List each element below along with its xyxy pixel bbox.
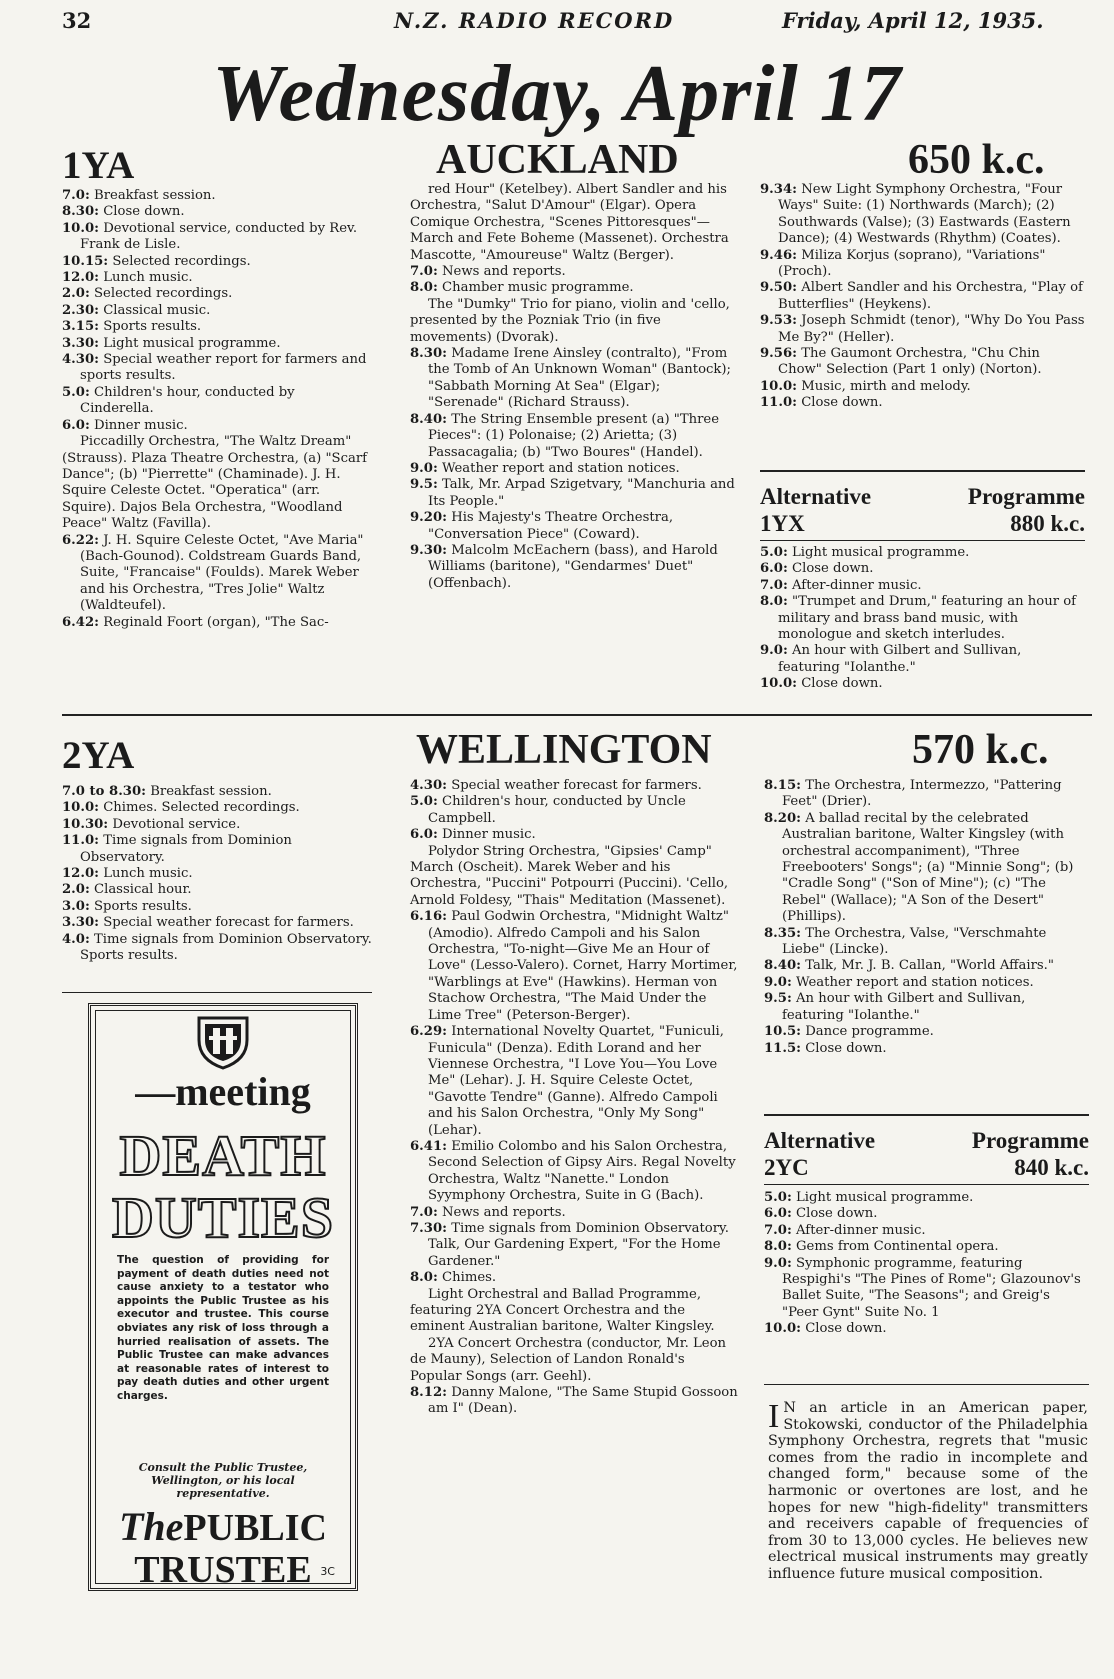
schedule-time: 9.0:: [764, 1255, 792, 1271]
alt-box-underline-2yc: [764, 1184, 1089, 1185]
wellington-col-3: [764, 778, 1089, 1057]
schedule-time: 10.30:: [62, 816, 109, 832]
schedule-text: Albert Sandler and his Orchestra, "Play of Butterflies" (Heykens).: [778, 280, 1083, 312]
schedule-text: Reginald Foort (organ), "The Sac-: [103, 614, 329, 630]
schedule-time: 6.41:: [410, 1138, 447, 1154]
schedule-entry: [410, 794, 740, 827]
schedule-text: Special weather report for farmers and sports results.: [80, 352, 367, 384]
article-rule: [764, 1384, 1089, 1385]
schedule-text: Close down.: [792, 561, 874, 577]
auckland-col-1: [62, 188, 372, 631]
page-number: 32: [62, 8, 92, 33]
schedule-time: 9.56:: [760, 346, 797, 362]
schedule-text: Close down.: [805, 1321, 887, 1337]
schedule-text: Talk, Mr. J. B. Callan, "World Affairs.": [805, 958, 1054, 974]
schedule-entry: [62, 833, 372, 866]
schedule-time: 8.35:: [764, 925, 801, 941]
schedule-entry: [760, 182, 1085, 248]
schedule-time: 11.0:: [62, 833, 99, 849]
schedule-entry: [62, 418, 372, 434]
schedule-time: 3.30:: [62, 915, 99, 931]
schedule-entry: [764, 778, 1089, 811]
schedule-time: 8.0:: [410, 1270, 438, 1286]
schedule-entry: [410, 1205, 740, 1221]
schedule-text: Children's hour, conducted by Uncle Campbell.: [428, 794, 686, 826]
schedule-time: 6.0:: [760, 561, 788, 577]
schedule-entry: [760, 395, 1085, 411]
auckland-col-2: [410, 182, 740, 592]
schedule-entry: [62, 932, 372, 965]
schedule-time: 9.30:: [410, 542, 447, 558]
schedule-entry: [62, 352, 372, 385]
schedule-time: 10.0:: [760, 378, 797, 394]
schedule-time: 9.0:: [764, 974, 792, 990]
schedule-text: Close down.: [103, 204, 185, 220]
schedule-time: 4.0:: [62, 931, 90, 947]
schedule-text: Talk, Mr. Arpad Szigetvary, "Manchuria and Its People.": [428, 477, 735, 509]
schedule-time: 3.30:: [62, 335, 99, 351]
schedule-time: 9.34:: [760, 182, 797, 197]
schedule-entry: [62, 270, 372, 286]
alt-box-underline-1yx: [760, 540, 1085, 541]
schedule-text: Gems from Continental opera.: [796, 1239, 999, 1255]
schedule-entry: [62, 204, 372, 220]
schedule-time: 9.5:: [410, 477, 438, 493]
schedule-text: Special weather forecast for farmers.: [103, 915, 354, 931]
public-trustee-ad: [88, 1003, 358, 1591]
alt-label-1yx: Alternative: [760, 484, 872, 509]
station-call-1ya: 1YA: [62, 144, 135, 187]
alt-label2-2yc: Programme: [971, 1128, 1089, 1153]
station-freq-1ya: 650 k.c.: [908, 137, 1045, 183]
schedule-text: After-dinner music.: [792, 577, 922, 593]
station-city-wellington: WELLINGTON: [416, 727, 712, 773]
schedule-time: 10.5:: [764, 1024, 801, 1040]
schedule-text: Miliza Korjus (soprano), "Variations" (Proch).: [778, 247, 1046, 280]
schedule-entry: [410, 543, 740, 592]
schedule-time: 2.0:: [62, 882, 90, 898]
schedule-entry: [760, 561, 1085, 577]
schedule-entry: [62, 784, 372, 800]
schedule-text: Light musical programme.: [796, 1190, 974, 1205]
schedule-entry: [410, 844, 740, 910]
alt-freq-2yc: 840 k.c.: [1014, 1155, 1089, 1180]
schedule-text: Sports results.: [103, 319, 202, 335]
schedule-time: 10.0:: [760, 676, 797, 692]
ad-brand-the: The: [118, 1504, 184, 1549]
ad-body-text: The question of providing for payment of death duties need not cause anxiety to a testator who appoints the Public Trustee as his executor and trustee. This course obviates any risk of loss through a hurried realisation of assets. The Public Trustee can make advances at reasonable rates of interest to pay death duties and other urgent charges.: [117, 1254, 329, 1402]
stokowski-article: [768, 1400, 1088, 1583]
schedule-time: 11.5:: [764, 1040, 801, 1056]
ad-brand: [91, 1506, 355, 1591]
schedule-text: Special weather forecast for farmers.: [451, 778, 702, 793]
schedule-entry: [410, 1385, 740, 1418]
schedule-time: 3.0:: [62, 898, 90, 914]
schedule-entry: [62, 533, 372, 615]
schedule-text: Time signals from Dominion Observatory.: [80, 833, 292, 865]
schedule-text: Malcolm McEachern (bass), and Harold Williams (baritone), "Gendarmes' Duet" (Offenbach).: [428, 542, 718, 591]
schedule-text: Danny Malone, "The Same Stupid Gossoon am I" (Dean).: [428, 1385, 738, 1417]
masthead: N.Z. RADIO RECORD: [394, 8, 675, 33]
schedule-text: Time signals from Dominion Observatory. Talk, Our Gardening Expert, "For the Home Gardener.": [428, 1220, 729, 1269]
schedule-time: 8.20:: [764, 810, 801, 826]
schedule-time: 4.30:: [62, 352, 99, 368]
schedule-time: 9.50:: [760, 280, 797, 296]
schedule-entry: [410, 297, 740, 346]
schedule-time: 8.40:: [410, 411, 447, 427]
schedule-entry: [410, 1336, 740, 1385]
schedule-text: Madame Irene Ainsley (contralto), "From the Tomb of An Unknown Woman" (Bantock); "Sabbath Morning At Sea" (Elgar); "Serenade" (Richard Strauss).: [428, 346, 731, 411]
schedule-text: Chamber music programme.: [442, 280, 634, 296]
schedule-time: 6.0:: [764, 1206, 792, 1222]
schedule-time: 12.0:: [62, 866, 99, 882]
schedule-text: After-dinner music.: [796, 1222, 926, 1238]
schedule-text: Dinner music.: [442, 827, 536, 843]
schedule-text: Close down.: [801, 395, 883, 411]
schedule-entry: [760, 545, 1085, 561]
schedule-entry: [764, 991, 1089, 1024]
schedule-entry: [410, 1221, 740, 1270]
schedule-entry: [62, 899, 372, 915]
schedule-entry: [62, 254, 372, 270]
schedule-text: Weather report and station notices.: [442, 460, 680, 476]
schedule-text: The String Ensemble present (a) "Three Pieces": (1) Polonaise; (2) Arietta; (3) Passacagalia; (b) "Two Boures" (Handel).: [428, 411, 720, 460]
schedule-time: 11.0:: [760, 395, 797, 411]
station-call-2ya: 2YA: [62, 734, 135, 777]
schedule-time: 4.30:: [410, 778, 447, 793]
schedule-time: 9.5:: [764, 991, 792, 1007]
schedule-time: 9.53:: [760, 313, 797, 329]
schedule-entry: [760, 313, 1085, 346]
station-freq-2ya: 570 k.c.: [912, 727, 1049, 773]
schedule-entry: [760, 676, 1085, 692]
schedule-entry: [764, 975, 1089, 991]
schedule-entry: [764, 1041, 1089, 1057]
ad-headline-meeting: —meeting: [135, 1069, 311, 1114]
schedule-time: 6.0:: [62, 417, 90, 433]
schedule-entry: [410, 264, 740, 280]
schedule-entry: [62, 319, 372, 335]
alt-call-2yc: 2YC: [764, 1155, 809, 1180]
schedule-time: 5.0:: [764, 1190, 792, 1205]
schedule-time: 8.40:: [764, 958, 801, 974]
schedule-time: 7.0:: [410, 1204, 438, 1220]
schedule-text: "Trumpet and Drum," featuring an hour of military and brass band music, with monologue and sketch interludes.: [778, 594, 1077, 643]
schedule-entry: [410, 461, 740, 477]
schedule-time: 10.15:: [62, 253, 109, 269]
schedule-time: 10.0:: [764, 1321, 801, 1337]
wellington-col-2: [410, 778, 740, 1418]
schedule-time: 6.29:: [410, 1024, 447, 1040]
schedule-entry: [410, 412, 740, 461]
schedule-entry: [764, 1190, 1089, 1206]
schedule-time: 10.0:: [62, 800, 99, 816]
schedule-text: Light musical programme.: [792, 545, 970, 560]
ad-headline-death: DEATH: [119, 1123, 327, 1188]
schedule-time: 8.15:: [764, 778, 801, 793]
schedule-entry: [62, 385, 372, 418]
schedule-entry: [764, 811, 1089, 926]
schedule-text: Dance programme.: [805, 1024, 934, 1040]
ad-brand-trustee: TRUSTEE: [134, 1549, 312, 1591]
alt-label-2yc: Alternative: [764, 1128, 876, 1153]
schedule-text: Breakfast session.: [94, 188, 216, 203]
schedule-time: 9.0:: [760, 643, 788, 659]
schedule-time: 9.0:: [410, 460, 438, 476]
schedule-text: An hour with Gilbert and Sullivan, featuring "Iolanthe.": [782, 991, 1026, 1023]
ad-consult-text: Consult the Public Trustee, Wellington, or his local representative.: [138, 1461, 308, 1500]
schedule-entry: [62, 866, 372, 882]
schedule-entry: [410, 477, 740, 510]
wellington-col-1: [62, 784, 372, 964]
schedule-entry: [410, 909, 740, 1024]
day-title: Wednesday, April 17: [212, 50, 902, 138]
schedule-text: Lunch music.: [103, 866, 193, 882]
alt-box-rule-2yc: [764, 1114, 1089, 1116]
schedule-time: 9.20:: [410, 510, 447, 526]
schedule-text: Paul Godwin Orchestra, "Midnight Waltz" (Amodio). Alfredo Campoli and his Salon Orchestra, "To-night—Give Me an Hour of Love" (Lesso-Valero). Cornet, Harry Mortimer, "Warblings at Eve" (Hawkins). Herman von Stachow Orchestra, "The Maid Under the Lime Tree" (Peterson-Berger).: [428, 909, 738, 1023]
schedule-text: Light Orchestral and Ballad Programme, featuring 2YA Concert Orchestra and the eminent Australian baritone, Walter Kingsley.: [410, 1286, 715, 1335]
schedule-text: red Hour" (Ketelbey). Albert Sandler and his Orchestra, "Salut D'Amour" (Elgar). Opera Comique Orchestra, "Scenes Pittoresques"—March and Fete Boheme (Massenet). Orchestra Mascotte, "Amoureuse" Waltz (Berger).: [410, 182, 729, 263]
alt-list-1yx: [760, 545, 1085, 693]
schedule-text: News and reports.: [442, 264, 566, 280]
schedule-entry: [760, 280, 1085, 313]
schedule-entry: [410, 510, 740, 543]
schedule-time: 6.42:: [62, 614, 99, 630]
ad-headline-duties: DUTIES: [112, 1185, 334, 1250]
alt-freq-1yx: 880 k.c.: [1010, 511, 1085, 536]
schedule-text: The "Dumky" Trio for piano, violin and 'cello, presented by the Pozniak Trio (in five movements) (Dvorak).: [410, 296, 730, 345]
schedule-time: 7.0:: [62, 188, 90, 203]
schedule-entry: [62, 188, 372, 204]
schedule-time: 7.0:: [760, 577, 788, 593]
schedule-time: 9.46:: [760, 247, 797, 263]
schedule-entry: [410, 827, 740, 843]
schedule-entry: [62, 817, 372, 833]
alt-box-rule-1yx: [760, 470, 1085, 472]
schedule-time: 8.0:: [410, 280, 438, 296]
schedule-entry: [62, 800, 372, 816]
schedule-time: 7.30:: [410, 1220, 447, 1236]
alt-call-1yx: 1YX: [760, 511, 805, 536]
schedule-entry: [62, 434, 372, 532]
auckland-col-3: [760, 182, 1085, 412]
schedule-time: 10.0:: [62, 220, 99, 236]
schedule-text: His Majesty's Theatre Orchestra, "Conversation Piece" (Coward).: [428, 510, 674, 542]
schedule-entry: [410, 346, 740, 412]
schedule-entry: [764, 926, 1089, 959]
schedule-text: A ballad recital by the celebrated Australian baritone, Walter Kingsley (with orchestral accompaniment), "Three Freebooters' Songs"; (a) "Minnie Song"; (b) "Cradle Song" ("Son of Mine"); (c) "The Rebel" (Wallace); "A Son of the Desert" (Phillips).: [782, 810, 1074, 925]
schedule-entry: [760, 643, 1085, 676]
schedule-text: Breakfast session.: [150, 784, 272, 799]
schedule-text: The Orchestra, Intermezzo, "Pattering Feet" (Drier).: [782, 778, 1062, 810]
schedule-time: 7.0:: [410, 264, 438, 280]
schedule-text: New Light Symphony Orchestra, "Four Ways" Suite: (1) Northwards (March); (2) Southwards (Valse); (3) Eastwards (Eastern Dance); (4) Westwards (Rhythm) (Coates).: [778, 182, 1071, 247]
schedule-text: Close down.: [805, 1040, 887, 1056]
schedule-entry: [410, 1287, 740, 1336]
schedule-entry: [764, 1239, 1089, 1255]
schedule-text: Classical hour.: [94, 882, 192, 898]
schedule-entry: [62, 615, 372, 631]
alt-programme-1yx: [760, 484, 1085, 540]
schedule-entry: [410, 1270, 740, 1286]
schedule-entry: [760, 346, 1085, 379]
schedule-text: International Novelty Quartet, "Funiculi, Funicula" (Denza). Edith Lorand and her Viennese Orchestra, "I Love You—You Love Me" (Lehar). J. H. Squire Celeste Octet, "Gavotte Tendre" (Ganne). Alfredo Campoli and his Salon Orchestra, "Only My Song" (Lehar).: [428, 1024, 724, 1138]
schedule-time: 2.0:: [62, 286, 90, 302]
schedule-text: Time signals from Dominion Observatory. Sports results.: [80, 931, 372, 964]
issue-date: Friday, April 12, 1935.: [782, 8, 1044, 33]
schedule-text: Selected recordings.: [112, 253, 251, 269]
schedule-entry: [62, 303, 372, 319]
schedule-entry: [764, 1024, 1089, 1040]
schedule-text: Chimes.: [442, 1270, 497, 1286]
schedule-entry: [62, 336, 372, 352]
schedule-entry: [410, 280, 740, 296]
schedule-entry: [410, 1024, 740, 1139]
schedule-time: 2.30:: [62, 302, 99, 318]
schedule-text: News and reports.: [442, 1204, 566, 1220]
schedule-text: Lunch music.: [103, 270, 193, 286]
schedule-text: Devotional service.: [112, 816, 241, 832]
schedule-text: Children's hour, conducted by Cinderella.: [80, 384, 295, 417]
schedule-text: Chimes. Selected recordings.: [103, 800, 300, 816]
schedule-entry: [410, 1139, 740, 1205]
shield-emblem-icon: [195, 1014, 251, 1070]
schedule-entry: [62, 915, 372, 931]
schedule-time: 8.12:: [410, 1385, 447, 1401]
schedule-time: 8.0:: [760, 594, 788, 610]
schedule-time: 6.22:: [62, 532, 99, 548]
schedule-entry: [760, 248, 1085, 281]
schedule-entry: [764, 1206, 1089, 1222]
schedule-text: Selected recordings.: [94, 286, 233, 302]
col-1-rule: [62, 992, 372, 993]
schedule-text: Polydor String Orchestra, "Gipsies' Camp" March (Oscheit). Marek Weber and his Orchestra, "Puccini" Potpourri (Puccini). 'Cello, Arnold Foldesy, "Thais" Meditation (Massenet).: [410, 843, 729, 908]
alt-label2-1yx: Programme: [967, 484, 1085, 509]
schedule-time: 6.0:: [410, 827, 438, 843]
section-divider: [62, 714, 1092, 716]
schedule-entry: [760, 578, 1085, 594]
schedule-text: The Gaumont Orchestra, "Chu Chin Chow" Selection (Part 1 only) (Norton).: [778, 346, 1042, 378]
schedule-time: 8.30:: [410, 346, 447, 362]
schedule-text: Sports results.: [94, 898, 192, 914]
schedule-text: Music, mirth and melody.: [801, 378, 971, 394]
schedule-entry: [62, 882, 372, 898]
schedule-time: 7.0:: [764, 1222, 792, 1238]
alt-list-2yc: [764, 1190, 1089, 1338]
schedule-time: 5.0:: [410, 794, 438, 810]
schedule-entry: [410, 778, 740, 794]
schedule-entry: [764, 1321, 1089, 1337]
schedule-text: Devotional service, conducted by Rev. Frank de Lisle.: [80, 220, 358, 253]
schedule-entry: [410, 182, 740, 264]
schedule-time: 5.0:: [760, 545, 788, 560]
schedule-text: Classical music.: [103, 302, 211, 318]
schedule-time: 8.0:: [764, 1239, 792, 1255]
schedule-text: Symphonic programme, featuring Respighi's "The Pines of Rome"; Glazounov's Ballet Suite, "The Seasons"; and Greig's "Peer Gynt" Suite No. 1: [782, 1255, 1081, 1320]
schedule-entry: [764, 958, 1089, 974]
schedule-text: Emilio Colombo and his Salon Orchestra, Second Selection of Gipsy Airs. Regal Novelty Orchestra, Waltz "Nanette." London Syymphony Orchestra, Suite in G (Bach).: [428, 1138, 736, 1204]
station-city-auckland: AUCKLAND: [436, 137, 679, 183]
schedule-text: Piccadilly Orchestra, "The Waltz Dream" (Strauss). Plaza Theatre Orchestra, (a) "Scarf Dance"; (b) "Pierrette" (Chaminade). J. H. Squire Celeste Octet. "Operatica" (arr. Squire). Dajos Bela Orchestra, "Woodland Peace" Waltz (Favilla).: [62, 434, 368, 532]
schedule-text: Light musical programme.: [103, 335, 281, 351]
schedule-text: Weather report and station notices.: [796, 974, 1034, 990]
schedule-entry: [760, 379, 1085, 395]
schedule-text: The Orchestra, Valse, "Verschmahte Liebe" (Lincke).: [782, 925, 1047, 958]
schedule-text: Close down.: [801, 676, 883, 692]
schedule-time: 6.16:: [410, 909, 447, 925]
article-text: N an article in an American paper, Stokowski, conductor of the Philadelphia Symphony Orchestra, regrets that "music comes from the radio in incomplete and changed form," because some of the harmonic or overtones are lost, and he hopes for new "high-fidelity" transmitters and receivers capable of frequencies of from 30 to 13,000 cycles. He believes new electrical musical instruments may greatly influence future musical composition.: [768, 1400, 1088, 1582]
alt-programme-2yc: [764, 1128, 1089, 1184]
article-dropcap: I: [768, 1398, 780, 1435]
schedule-time: 12.0:: [62, 270, 99, 286]
schedule-text: 2YA Concert Orchestra (conductor, Mr. Leon de Mauny), Selection of Landon Ronald's Popular Songs (arr. Geehl).: [410, 1335, 727, 1384]
ad-brand-public: PUBLIC: [183, 1507, 327, 1549]
schedule-time: 7.0 to 8.30:: [62, 784, 146, 799]
ad-code: 3C: [320, 1565, 335, 1578]
schedule-entry: [62, 221, 372, 254]
schedule-time: 5.0:: [62, 384, 90, 400]
schedule-text: An hour with Gilbert and Sullivan, featuring "Iolanthe.": [778, 643, 1022, 675]
schedule-entry: [760, 594, 1085, 643]
schedule-time: 3.15:: [62, 319, 99, 335]
schedule-text: J. H. Squire Celeste Octet, "Ave Maria" (Bach-Gounod). Coldstream Guards Band, Suite, "Francaise" (Foulds). Marek Weber and his Orchestra, "Tres Jolie" Waltz (Waldteufel).: [80, 532, 364, 614]
schedule-entry: [764, 1223, 1089, 1239]
schedule-text: Close down.: [796, 1206, 878, 1222]
schedule-entry: [764, 1256, 1089, 1322]
schedule-time: 8.30:: [62, 204, 99, 220]
schedule-text: Joseph Schmidt (tenor), "Why Do You Pass Me By?" (Heller).: [778, 313, 1085, 345]
schedule-text: Dinner music.: [94, 417, 188, 433]
schedule-entry: [62, 286, 372, 302]
